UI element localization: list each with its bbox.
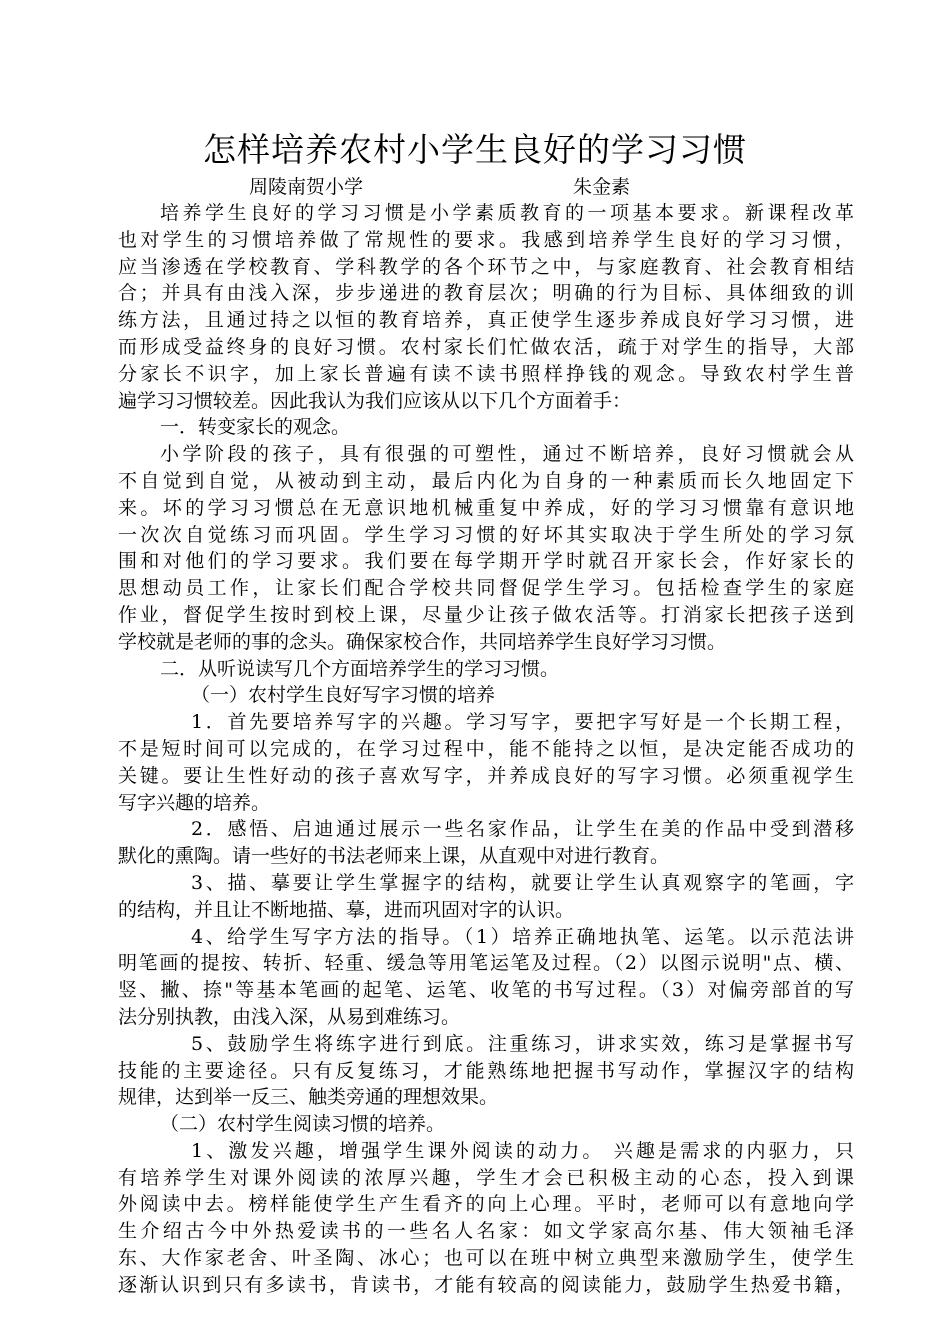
text-line: 的结构，并且让不断地描、摹，进而巩固对字的认识。 bbox=[118, 898, 575, 921]
text-line: 而形成受益终身的良好习惯。农村家长们忙做农活，疏于对学生的指导，大部 bbox=[118, 335, 854, 358]
text-line: 写字兴趣的培养。 bbox=[118, 791, 271, 814]
text-line: 技能的主要途径。只有反复练习，才能熟练地把握书写动作，掌握汉字的结构 bbox=[118, 1059, 854, 1082]
text-line: 小学阶段的孩子，具有很强的可塑性，通过不断培养，良好习惯就会从 bbox=[160, 443, 854, 466]
text-line: 应当渗透在学校教育、学科教学的各个环节之中，与家庭教育、社会教育相结 bbox=[118, 255, 854, 278]
author-name: 朱金素 bbox=[573, 176, 631, 198]
text-line: 一次次自觉练习而巩固。学生学习习惯的好坏其实取决于学生所处的学习氛 bbox=[118, 523, 854, 546]
text-line: 分家长不识字，加上家长普遍有读不读书照样挣钱的观念。导致农村学生普 bbox=[118, 362, 854, 385]
text-line: 遍学习习惯较差。因此我认为我们应该从以下几个方面着手： bbox=[118, 389, 632, 412]
text-line: 也对学生的习惯培养做了常规性的要求。我感到培养学生良好的学习习惯， bbox=[118, 228, 854, 251]
section-heading: 一．转变家长的观念。 bbox=[160, 416, 351, 439]
text-line: 有培养学生对课外阅读的浓厚兴趣，学生才会已积极主动的心态，投入到课 bbox=[118, 1166, 854, 1189]
text-line: 学校就是老师的事的念头。确保家校合作，共同培养学生良好学习习惯。 bbox=[118, 630, 727, 653]
text-line: 3、描、摹要让学生掌握字的结构，就要让学生认真观察字的笔画，字 bbox=[191, 871, 854, 894]
school-name: 周陵南贺小学 bbox=[249, 176, 364, 198]
text-line: 逐渐认识到只有多读书，肯读书，才能有较高的阅读能力，鼓励学生热爱书籍， bbox=[118, 1273, 854, 1296]
text-line: 明笔画的提按、转折、轻重、缓急等用笔运笔及过程。（2）以图示说明"点、横、 bbox=[118, 952, 854, 975]
text-line: 4、给学生写字方法的指导。（1）培养正确地执笔、运笔。以示范法讲 bbox=[191, 925, 854, 948]
text-line: 作业，督促学生按时到校上课，尽量少让孩子做农活等。打消家长把孩子送到 bbox=[118, 603, 854, 626]
text-line: 默化的熏陶。请一些好的书法老师来上课，从直观中对进行教育。 bbox=[118, 845, 670, 868]
text-line: 规律，达到举一反三、触类旁通的理想效果。 bbox=[118, 1086, 499, 1109]
text-line: 练方法，且通过持之以恒的教育培养，真正使学生逐步养成良好学习习惯，进 bbox=[118, 309, 854, 332]
text-line: 合；并具有由浅入深，步步递进的教育层次；明确的行为目标、具体细致的训 bbox=[118, 282, 854, 305]
text-line: 不自觉到自觉，从被动到主动，最后内化为自身的一种素质而长久地固定下 bbox=[118, 469, 854, 492]
text-line: 思想动员工作，让家长们配合学校共同督促学生学习。包括检查学生的家庭 bbox=[118, 577, 854, 600]
text-line: 培养学生良好的学习习惯是小学素质教育的一项基本要求。新课程改革 bbox=[160, 202, 854, 224]
text-line: 5、鼓励学生将练字进行到底。注重练习，讲求实效，练习是掌握书写 bbox=[191, 1032, 854, 1055]
text-line: 围和对他们的学习要求。我们要在每学期开学时就召开家长会，作好家长的 bbox=[118, 550, 854, 573]
text-line: 外阅读中去。榜样能使学生产生看齐的向上心理。平时，老师可以有意地向学 bbox=[118, 1193, 854, 1216]
text-line: 竖、撇、捺"等基本笔画的起笔、运笔、收笔的书写过程。（3）对偏旁部首的写 bbox=[118, 979, 854, 1002]
text-line: 关键。要让生性好动的孩子喜欢写字，并养成良好的写字习惯。必须重视学生 bbox=[118, 764, 854, 787]
subsection-heading: （二）农村学生阅读习惯的培养。 bbox=[160, 1113, 446, 1136]
text-line: 2．感悟、启迪通过展示一些名家作品，让学生在美的作品中受到潜移 bbox=[191, 818, 854, 841]
document-body bbox=[118, 200, 854, 1299]
text-line: 来。坏的学习习惯总在无意识地机械重复中养成，好的学习习惯靠有意识地 bbox=[118, 496, 854, 519]
document-title: 怎样培养农村小学生良好的学习习惯 bbox=[203, 130, 747, 169]
subsection-heading: （一）农村学生良好写字习惯的培养 bbox=[191, 684, 496, 707]
text-line: 不是短时间可以完成的，在学习过程中，能不能持之以恒，是决定能否成功的 bbox=[118, 737, 854, 760]
text-line: 生介绍古今中外热爱读书的一些名人名家：如文学家高尔基、伟大领袖毛泽 bbox=[118, 1220, 854, 1243]
text-line: 1、激发兴趣，增强学生课外阅读的动力。 兴趣是需求的内驱力，只 bbox=[191, 1139, 854, 1162]
text-line: 东、大作家老舍、叶圣陶、冰心；也可以在班中树立典型来激励学生，使学生 bbox=[118, 1247, 854, 1270]
text-line: 法分别执教，由浅入深，从易到难练习。 bbox=[118, 1005, 461, 1028]
text-line: 1．首先要培养写字的兴趣。学习写字，要把字写好是一个长期工程， bbox=[191, 711, 854, 734]
section-heading: 二．从听说读写几个方面培养学生的学习习惯。 bbox=[160, 657, 560, 680]
